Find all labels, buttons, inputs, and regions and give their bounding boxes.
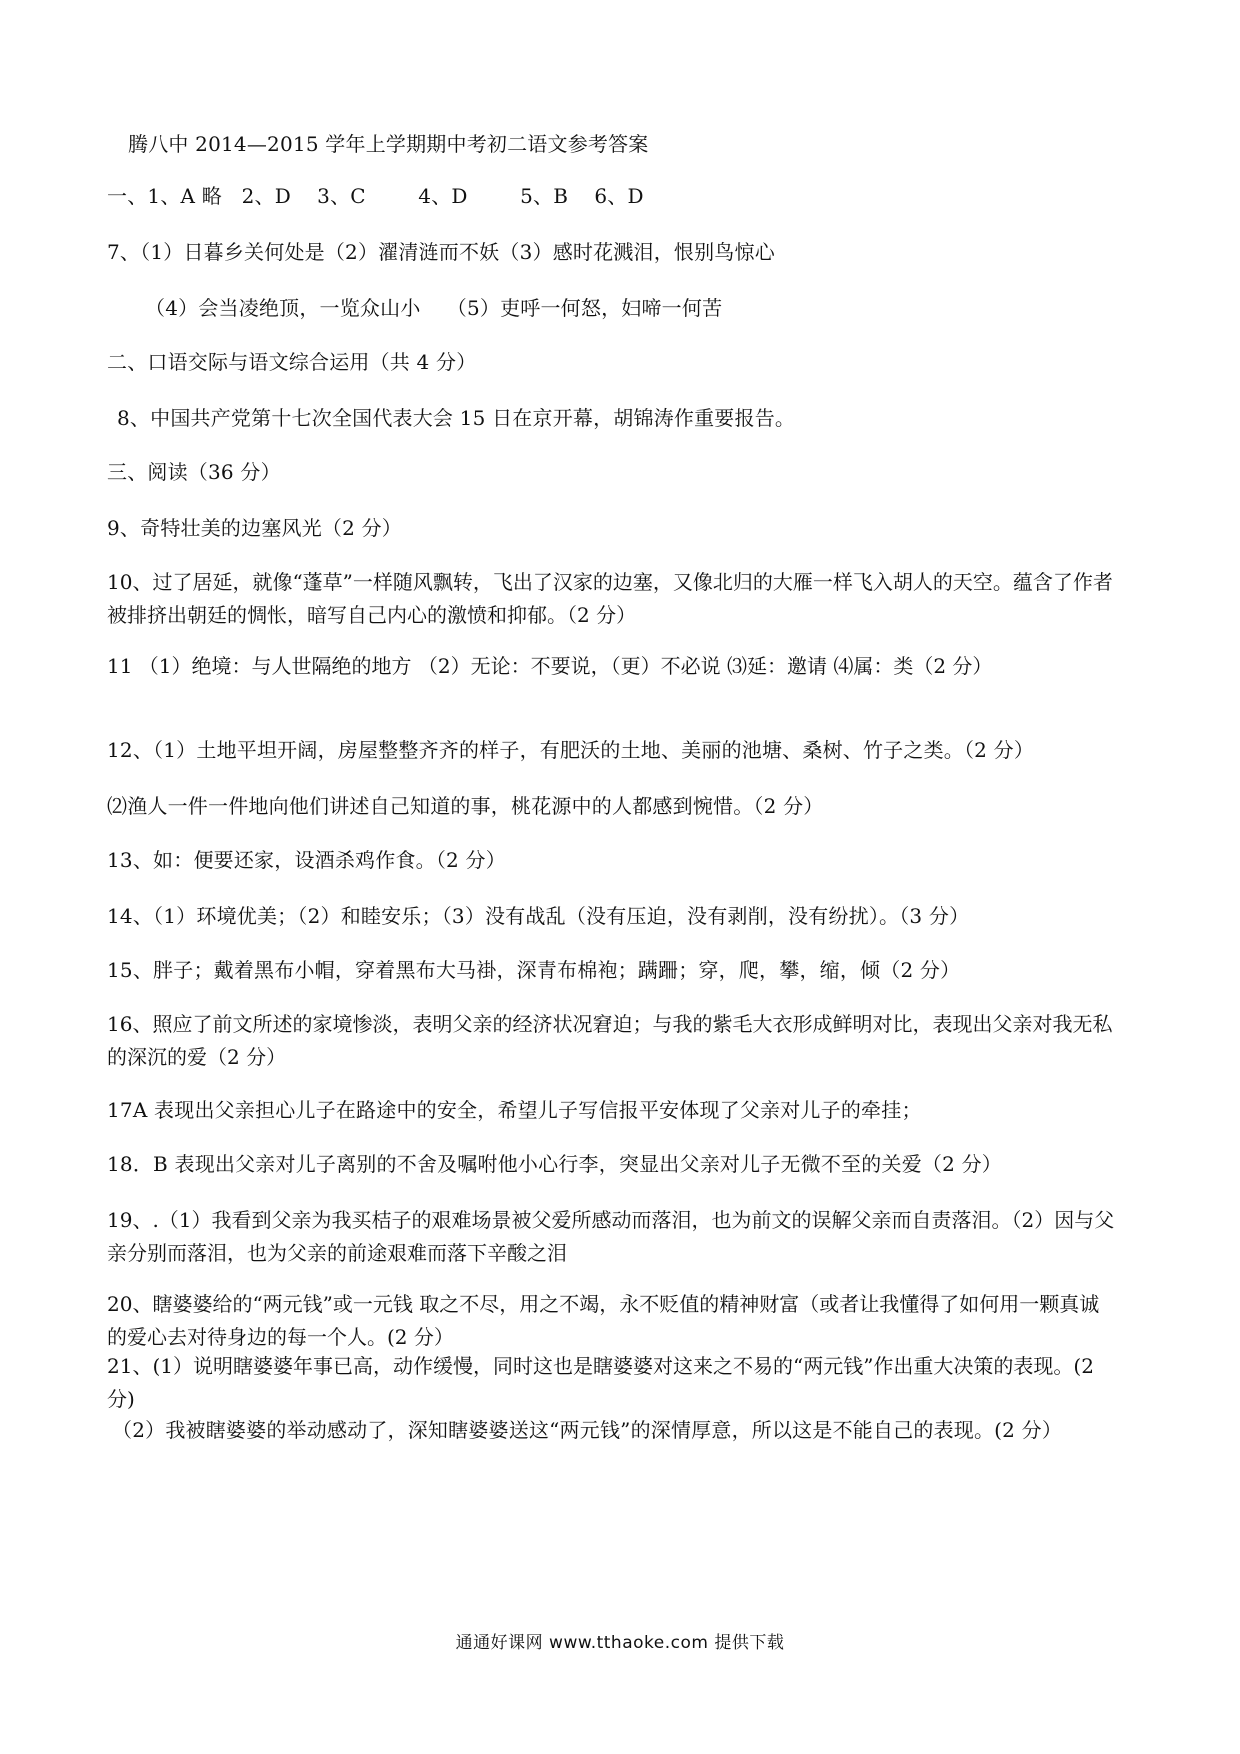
answer-14: 14、（1）环境优美；（2）和睦安乐；（3）没有战乱（没有压迫，没有剥削，没有纷扰）。（3 分） [107,904,970,928]
answer-20: 20、瞎婆婆给的“两元钱”或一元钱 取之不尽，用之不竭，永不贬值的精神财富（或者让我懂得了如何用一颗真诚的爱心去对待身边的每一个人。(2 分） [107,1292,1100,1349]
answer-18: 18．B 表现出父亲对儿子离别的不舍及嘱咐他小心行李，突显出父亲对儿子无微不至的关爱（2 分） [107,1152,1002,1176]
page-footer: 通通好课网 www.tthaoke.com 提供下载 [455,1633,785,1653]
answer-19: 19、.（1）我看到父亲为我买桔子的艰难场景被父爱所感动而落泪，也为前文的误解父亲而自责落泪。（2）因与父亲分别而落泪，也为父亲的前途艰难而落下辛酸之泪 [107,1208,1115,1265]
document-title: 腾八中 2014—2015 学年上学期期中考初二语文参考答案 [128,132,649,156]
answer-11: 11 （1）绝境：与人世隔绝的地方 （2）无论：不要说，（更）不必说 ⑶延：邀请 ⑷属：类（2 分） [107,654,993,678]
answer-16: 16、照应了前文所述的家境惨淡，表明父亲的经济状况窘迫；与我的紫毛大衣形成鲜明对比，表现出父亲对我无私的深沉的爱（2 分） [107,1012,1113,1069]
answer-10: 10、过了居延，就像“蓬草”一样随风飘转，飞出了汉家的边塞，又像北归的大雁一样飞入胡人的天空。蕴含了作者被排挤出朝廷的惆怅，暗写自己内心的激愤和抑郁。（2 分） [107,570,1113,627]
answer-7-cont: （4）会当凌绝顶，一览众山小 （5）吏呼一何怒，妇啼一何苦 [145,296,723,320]
answer-21-2: （2）我被瞎婆婆的举动感动了，深知瞎婆婆送这“两元钱”的深情厚意，所以这是不能自己的表现。(2 分） [112,1418,1063,1442]
section-heading-3: 三、阅读（36 分） [107,460,281,484]
answer-12-2: ⑵渔人一件一件地向他们讲述自己知道的事，桃花源中的人都感到惋惜。（2 分） [107,794,824,818]
answer-17: 17A 表现出父亲担心儿子在路途中的安全，希望儿子写信报平安体现了父亲对儿子的牵挂； [107,1098,922,1122]
answer-12-1: 12、（1）土地平坦开阔，房屋整整齐齐的样子，有肥沃的土地、美丽的池塘、桑树、竹子之类。（2 分） [107,738,1035,762]
section-heading-2: 二、口语交际与语文综合运用（共 4 分） [107,350,477,374]
answer-9: 9、奇特壮美的边塞风光（2 分） [107,516,403,540]
answer-7: 7、（1）日暮乡关何处是（2）濯清涟而不妖（3）感时花溅泪，恨别鸟惊心 [107,240,775,264]
answer-13: 13、如：便要还家，设酒杀鸡作食。（2 分） [107,848,506,872]
answer-section-1: 一、1、A 略 2、D 3、C 4、D 5、B 6、D [107,184,644,208]
answer-15: 15、胖子；戴着黑布小帽，穿着黑布大马褂，深青布棉袍；蹒跚；穿，爬，攀，缩，倾（2 分） [107,958,961,982]
answer-21-1: 21、(1）说明瞎婆婆年事已高，动作缓慢，同时这也是瞎婆婆对这来之不易的“两元钱”作出重大决策的表现。(2 分) [107,1354,1094,1411]
answer-8: 8、中国共产党第十七次全国代表大会 15 日在京开幕，胡锦涛作重要报告。 [117,406,796,430]
